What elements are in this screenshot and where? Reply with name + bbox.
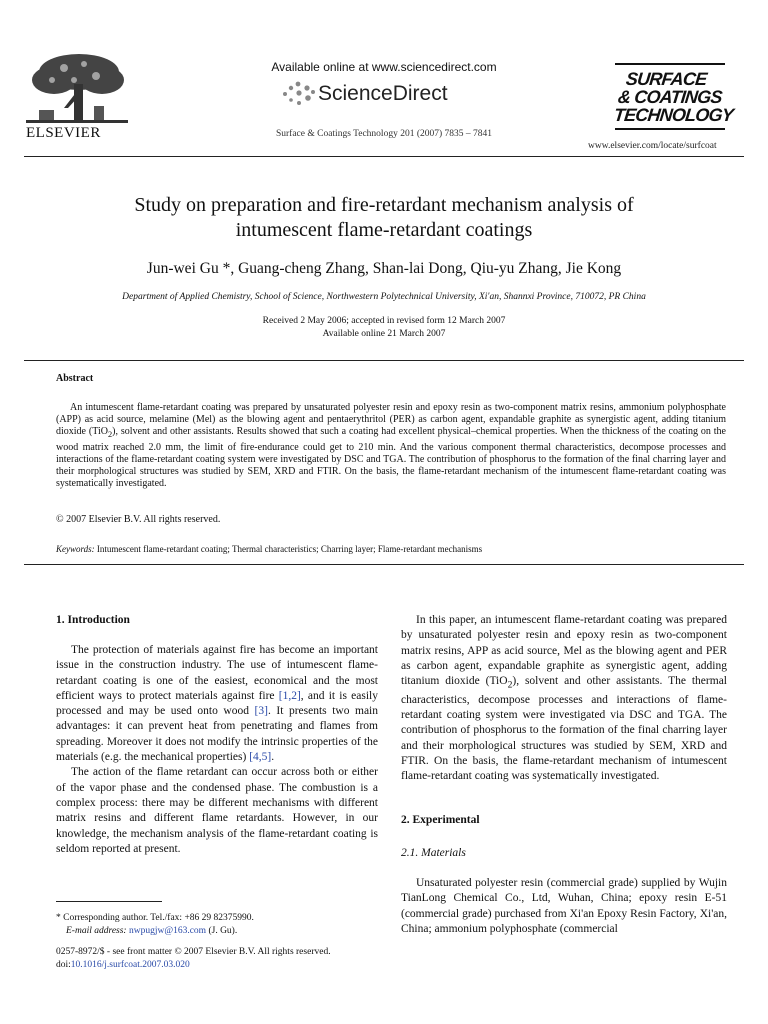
available-date: Available online 21 March 2007 — [322, 329, 446, 339]
left-column — [56, 643, 378, 857]
issn-line: 0257-8972/$ - see front matter © 2007 Elsevier B.V. All rights reserved. — [56, 947, 331, 957]
title-line-1: Study on preparation and fire-retardant mechanism analysis of — [134, 194, 634, 216]
journal-citation: Surface & Coatings Technology 201 (2007) 7835 – 7841 — [275, 129, 493, 139]
article-title — [40, 193, 728, 243]
email-suffix: (J. Gu). — [206, 925, 238, 936]
journal-logo-line-1: SURFACE — [624, 69, 708, 89]
abstract-body — [56, 402, 726, 490]
email-line — [56, 925, 254, 938]
abstract-copyright: © 2007 Elsevier B.V. All rights reserved. — [56, 514, 221, 525]
intro-text: . — [271, 751, 275, 764]
footnote-rule — [56, 901, 162, 902]
citation-link[interactable]: [4,5] — [249, 751, 272, 764]
journal-logo-line-2: & COATINGS — [616, 87, 723, 107]
materials-paragraph: Unsaturated polyester resin (commercial grade) supplied by Wujin TianLong Chemical Co., Ltd, Wuhan, China; epoxy resin E-51 (commercial grade) purchased from Xi'an Epoxy Resin Factory, Xi'an, China; ammonium polyphosphate (commercial — [401, 877, 727, 935]
intro-paragraph-1 — [56, 643, 378, 765]
materials-column — [401, 876, 727, 937]
issn-block — [56, 946, 331, 972]
doi-link[interactable]: 10.1016/j.surfcoat.2007.03.020 — [70, 960, 190, 970]
journal-url-link[interactable]: www.elsevier.com/locate/surfcoat — [588, 141, 717, 151]
journal-logo-line-3: TECHNOLOGY — [612, 105, 735, 125]
intro-paragraph-2: The action of the flame retardant can occur across both or either of the vapor phase and the condensed phase. The combustion is a complex process: there may be different mechanisms with different matrix resins and different flame retardants. However, in our knowledge, the mechanism analysis of the flame-retardant coating is seldom reported at present. — [56, 766, 378, 855]
experimental-heading: 2. Experimental — [401, 814, 480, 826]
abstract-rule-bottom — [24, 564, 744, 565]
sciencedirect-wordmark: ScienceDirect — [318, 82, 448, 105]
abstract-rule-top — [24, 360, 744, 361]
header-divider — [24, 156, 744, 157]
sciencedirect-dots-icon — [279, 80, 317, 110]
authors: Jun-wei Gu *, Guang-cheng Zhang, Shan-lai Dong, Qiu-yu Zhang, Jie Kong — [146, 260, 622, 277]
intro-text: In this paper, an intumescent flame-retardant coating was prepared by unsaturated polyester resin and epoxy resin as two-component matrix resins, APP as acid source, Mel as the blowing agent and PER as carbon agent, expandable graphite as synergistic agent, adding titanium dioxide (TiO — [401, 614, 727, 688]
article-dates — [0, 315, 768, 341]
abstract-text-b: ), solvent and other assistants. Results showed that such a coating had excellent physical–chemical properties. When the thickness of the coating on the wood matrix reached 2.0 mm, the limit of fire-endurance could get to 210 min. And the various component thermal characteristics, decompose processes and interactions of the flame-retardant coating system were investigated by DSC and TGA. The contribution of phosphorus to the formation of the final charring layer and their morphological structures was studied by SEM, XRD and FTIR. On the basis, the flame-retardant mechanism of the intumescent flame-retardant coating was systematically investigated. — [56, 426, 726, 490]
citation-link[interactable]: [1,2] — [278, 689, 301, 702]
email-label: E-mail address: — [66, 925, 127, 936]
title-line-2: intumescent flame-retardant coatings — [235, 219, 533, 241]
email-link[interactable]: nwpugjw@163.com — [128, 925, 207, 936]
received-date: Received 2 May 2006; accepted in revised form 12 March 2007 — [262, 316, 506, 326]
journal-logo-rule-bottom — [615, 128, 725, 130]
affiliation: Department of Applied Chemistry, School of Science, Northwestern Polytechnical University, Xi'an, Shannxi Province, 710072, PR China — [122, 292, 646, 302]
journal-logo-rule-top — [615, 63, 725, 65]
materials-subheading: 2.1. Materials — [401, 847, 466, 859]
doi-line — [56, 959, 331, 972]
intro-text: The protection of materials against fire has become an important issue in the construction industry. The use of intumescent flame-retardant coating is one of the easiest, economical and the most efficient ways to protect materials against fire — [56, 644, 378, 702]
corresponding-author: * Corresponding author. Tel./fax: +86 29 82375990. — [56, 913, 254, 923]
keywords-list: Intumescent flame-retardant coating; Thermal characteristics; Charring layer; Flame-retardant mechanisms — [96, 544, 483, 554]
abstract-subscript: 2 — [108, 430, 113, 440]
intro-text: , and it is easily processed and may be used onto wood — [56, 689, 378, 718]
intro-text: ), solvent and other assistants. The thermal characteristics, decompose processes and interactions of flame-retardant coating system were investigated via DSC and TGA. The contribution of phosphorus to the formation of the final charring layer and their morphological structures was studied by SEM, XRD and FTIR. On the basis, the flame-retardant mechanism of intumescent flame-retardant coating was systematically investigated. — [401, 675, 727, 783]
footnote — [56, 912, 254, 937]
abstract-text-a: An intumescent flame-retardant coating was prepared by unsaturated polyester resin and epoxy resin as two-component matrix resins, ammonium polyphosphate (APP) as acid source, melamine (Mel) as the blowing agent and pentaerythritol (PER) as carbon agent, expandable graphite as synergistic agent, adding titanium dioxide (TiO — [56, 402, 726, 438]
introduction-heading: 1. Introduction — [56, 614, 130, 626]
publisher-name: ELSEVIER — [26, 125, 101, 141]
available-online-line: Available online at www.sciencedirect.com — [271, 60, 497, 74]
intro-text: . It presents two main advantages: it can prevent heat from penetrating and flames from spreading. Moreover it does not modify the intrinsic properties of the materials (e.g. the mechanical properties) — [56, 705, 379, 764]
keywords-label: Keywords: — [56, 544, 95, 554]
doi-label: doi: — [56, 960, 71, 970]
intro-subscript: 2 — [507, 679, 513, 691]
right-column — [401, 613, 727, 785]
abstract-heading: Abstract — [56, 373, 94, 384]
citation-link[interactable]: [3] — [254, 705, 268, 718]
intro-paragraph-3 — [401, 613, 727, 785]
keywords — [56, 544, 482, 554]
